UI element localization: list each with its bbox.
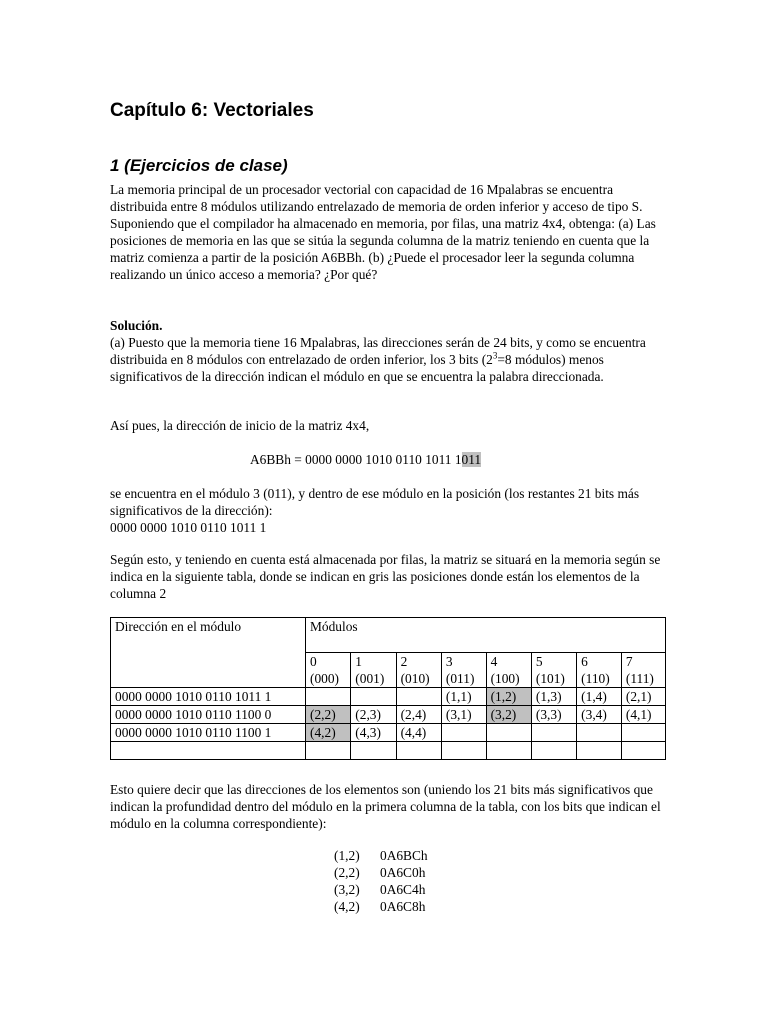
address-row bbox=[334, 898, 428, 915]
matrix-cell: (1,1) bbox=[441, 688, 486, 706]
matrix-cell bbox=[396, 742, 441, 760]
module-binary: (110) bbox=[581, 671, 610, 686]
module-number: 6 bbox=[581, 654, 588, 669]
matrix-cell bbox=[396, 688, 441, 706]
module-number: 4 bbox=[490, 654, 498, 669]
matrix-cell bbox=[306, 688, 351, 706]
matrix-cell: (3,2) bbox=[486, 706, 531, 724]
module-number: 5 bbox=[535, 654, 543, 669]
table-intro: Según esto, y teniendo en cuenta está almacenada por filas, la matriz se situará en la memoria según se indica en la siguiente tabla, donde se indican en gris las posiciones donde están los elementos de la columna 2 bbox=[110, 552, 661, 601]
matrix-cell: (3,1) bbox=[441, 706, 486, 724]
module-binary: (011) bbox=[445, 671, 475, 686]
address-row bbox=[334, 881, 428, 898]
chapter-title: Capítulo 6: Vectoriales bbox=[110, 100, 314, 121]
address-module-bits: 011 bbox=[461, 452, 482, 467]
matrix-cell bbox=[621, 742, 665, 760]
row-address: 0000 0000 1010 0110 1100 1 bbox=[111, 724, 306, 742]
table-row bbox=[111, 706, 666, 724]
solution-text-a: (a) Puesto que la memoria tiene 16 Mpalabras, las direcciones serán de 24 bits, y como se encuentra distribuida en 8 módulos con entrelazado de orden inferior, los 3 bits (2 bbox=[110, 335, 646, 367]
module-header-5 bbox=[531, 653, 576, 688]
table-row bbox=[111, 742, 666, 760]
problem-statement: La memoria principal de un procesador vectorial con capacidad de 16 Mpalabras se encuentra distribuida entre 8 módulos utilizando entrelazado de memoria de orden inferior y acceso de tipo S. Suponiendo que el compilador ha almacenado en memoria, por filas, una matriz 4x4, obtenga: (a) Las posiciones de memoria en las que se sitúa la segunda columna de la matriz teniendo en cuenta que la matriz comienza a partir de la posición A6BBh. (b) ¿Puede el procesador leer la segunda columna realizando un único acceso a memoria? ¿Por qué? bbox=[110, 182, 656, 282]
section-title: 1 (Ejercicios de clase) bbox=[110, 156, 288, 175]
matrix-cell bbox=[577, 724, 622, 742]
matrix-cell bbox=[577, 742, 622, 760]
matrix-cell bbox=[351, 742, 396, 760]
module-binary: (010) bbox=[400, 671, 430, 686]
matrix-cell: (1,4) bbox=[577, 688, 622, 706]
address-equation bbox=[250, 451, 481, 468]
matrix-cell bbox=[486, 742, 531, 760]
module-binary: (100) bbox=[490, 671, 520, 686]
module-number: 2 bbox=[400, 654, 408, 669]
matrix-cell: (3,3) bbox=[531, 706, 576, 724]
matrix-cell: (3,4) bbox=[577, 706, 622, 724]
table-row bbox=[111, 688, 666, 706]
matrix-cell: (2,1) bbox=[621, 688, 665, 706]
solution-text-b: =8 módulos) menos significativos de la dirección indican el módulo en que se encuentra la palabra direccionada. bbox=[110, 352, 604, 384]
module-header-3 bbox=[441, 653, 486, 688]
address-row bbox=[334, 847, 428, 864]
module-number: 0 bbox=[310, 654, 317, 669]
matrix-cell: (2,2) bbox=[306, 706, 351, 724]
element-position: (4,2) bbox=[334, 899, 360, 914]
module-header-2 bbox=[396, 653, 441, 688]
module-header-4 bbox=[486, 653, 531, 688]
module-header-7 bbox=[621, 653, 665, 688]
row-address: 0000 0000 1010 0110 1011 1 bbox=[111, 688, 306, 706]
matrix-cell bbox=[351, 688, 396, 706]
table-row bbox=[111, 724, 666, 742]
matrix-cell bbox=[441, 724, 486, 742]
module-table bbox=[110, 617, 666, 760]
element-address: 0A6C4h bbox=[380, 882, 426, 897]
matrix-cell bbox=[486, 724, 531, 742]
element-position: (1,2) bbox=[334, 848, 360, 863]
module-header-1 bbox=[351, 653, 396, 688]
module-table-body bbox=[111, 688, 666, 760]
matrix-cell: (1,2) bbox=[486, 688, 531, 706]
solution-label: Solución. bbox=[110, 318, 163, 333]
module-header-6 bbox=[577, 653, 622, 688]
address-main: A6BBh = 0000 0000 1010 0110 1011 1 bbox=[250, 452, 462, 467]
start-address-text: Así pues, la dirección de inicio de la matriz 4x4, bbox=[110, 418, 370, 433]
row-address bbox=[111, 742, 306, 760]
address-list bbox=[334, 847, 428, 915]
module-number: 7 bbox=[625, 654, 633, 669]
matrix-cell: (1,3) bbox=[531, 688, 576, 706]
solution-paragraph bbox=[110, 317, 670, 385]
matrix-cell: (2,4) bbox=[396, 706, 441, 724]
solution-superscript: 3 bbox=[492, 350, 498, 361]
matrix-cell bbox=[531, 742, 576, 760]
matrix-cell: (4,3) bbox=[351, 724, 396, 742]
module-position: 0000 0000 1010 0110 1011 1 bbox=[110, 520, 267, 535]
matrix-cell: (4,4) bbox=[396, 724, 441, 742]
element-position: (2,2) bbox=[334, 865, 360, 880]
table-header-modules: Módulos bbox=[306, 618, 666, 653]
module-text: se encuentra en el módulo 3 (011), y dentro de ese módulo en la posición (los restantes 21 bits más significativos de la dirección): bbox=[110, 486, 640, 518]
element-address: 0A6C0h bbox=[380, 865, 426, 880]
module-binary: (101) bbox=[535, 671, 565, 686]
matrix-cell: (2,3) bbox=[351, 706, 396, 724]
module-binary: (001) bbox=[355, 671, 385, 686]
matrix-cell bbox=[306, 742, 351, 760]
conclusion-text: Esto quiere decir que las direcciones de los elementos son (uniendo los 21 bits más significativos que indican la profundidad dentro del módulo en la primera columna de la tabla, con los bits que indican el módulo en la columna correspondiente): bbox=[110, 782, 661, 831]
matrix-cell bbox=[441, 742, 486, 760]
module-paragraph bbox=[110, 485, 670, 536]
row-address: 0000 0000 1010 0110 1100 0 bbox=[111, 706, 306, 724]
element-address: 0A6C8h bbox=[380, 899, 426, 914]
address-row bbox=[334, 864, 428, 881]
module-header-0 bbox=[306, 653, 351, 688]
matrix-cell: (4,1) bbox=[621, 706, 665, 724]
element-position: (3,2) bbox=[334, 882, 360, 897]
element-address: 0A6BCh bbox=[380, 848, 428, 863]
module-binary: (000) bbox=[310, 671, 340, 686]
matrix-cell: (4,2) bbox=[306, 724, 351, 742]
module-number: 1 bbox=[355, 654, 362, 669]
table-header-address: Dirección en el módulo bbox=[111, 618, 306, 688]
module-binary: (111) bbox=[625, 671, 654, 686]
matrix-cell bbox=[621, 724, 665, 742]
matrix-cell bbox=[531, 724, 576, 742]
module-number: 3 bbox=[445, 654, 453, 669]
